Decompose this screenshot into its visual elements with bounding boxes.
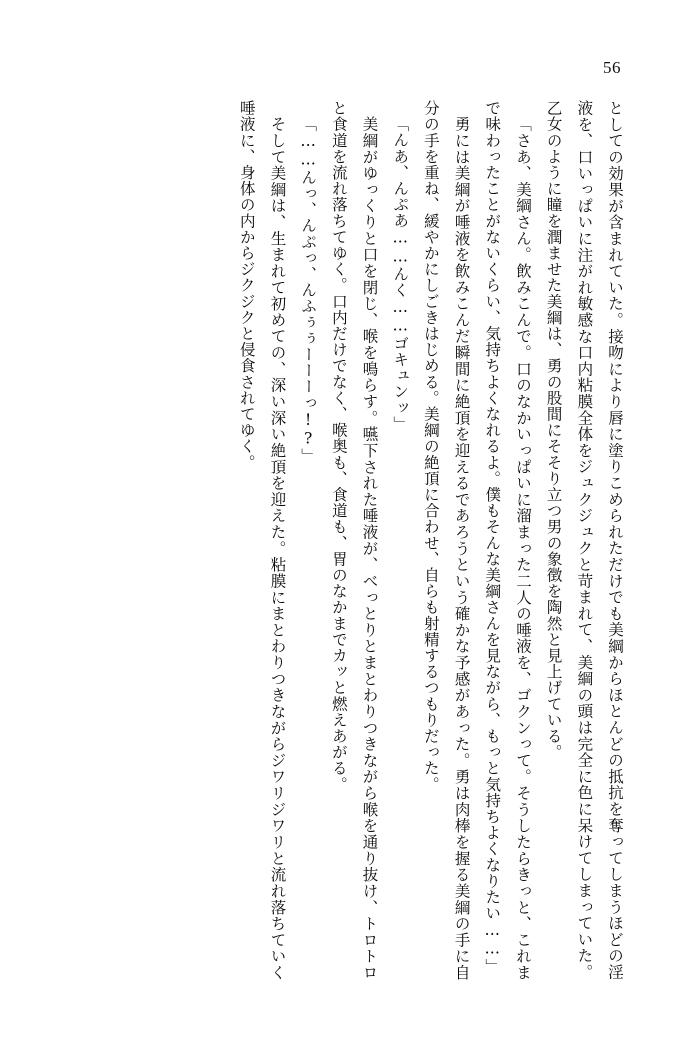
- paragraph: 勇には美綱が唾液を飲みこんだ瞬間に絶頂を迎えるであろうという確かな予感があった。勇は肉棒を握る美綱の手に自分の手を重ね、緩やかにしごきはじめる。美綱の絶頂に合わせ、自らも射精するつもりだった。: [421, 100, 471, 980]
- paragraph: 「んあ、んぷあ……んく……ゴキュンッ」: [391, 115, 410, 432]
- paragraph: 美綱がゆっくりと口を閉じ、喉を鳴らす。嚥下された唾液が、べっとりとまとわりつきながら喉を通り抜け、トロトロと食道を流れ落ちてゆく。口内だけでなく、喉奥も、食道も、胃のなかまでカッと燃えあがる。: [329, 100, 379, 980]
- page-number: 56: [603, 58, 621, 77]
- paragraph: 「さあ、美綱さん。飲みこんで。口のなかいっぱいに溜まった二人の唾液を、ゴクンって。そうしたらきっと、これまで味わったことがないくらい、気持ちよくなれるよ。僕もそんな美綱さんを見ながら、もっと気持ちよくなりたい……」: [483, 100, 532, 980]
- paragraph: 「……んっ、んぷっ、んふぅぅーーーっ!?」: [299, 115, 318, 464]
- page-body-text: [62, 100, 630, 980]
- paragraph: そして美綱は、生まれて初めての、深い深い絶頂を迎えた。粘膜にまとわりつきながらジワリジワリと流れ落ちていく唾液に、身体の内からジクジクと侵食されてゆく。: [237, 100, 287, 980]
- paragraph: としての効果が含まれていた。接吻により唇に塗りこめられただけでも美綱からほとんどの抵抗を奪ってしまうほどの淫液を、口いっぱいに注がれ敏感な口内粘膜全体をジュクジュクと苛まれて、美綱の頭は完全に色に呆けてしまっていた。乙女のように瞳を潤ませた美綱は、勇の股間にそそり立つ男の象徴を陶然と見上げている。: [544, 100, 624, 980]
